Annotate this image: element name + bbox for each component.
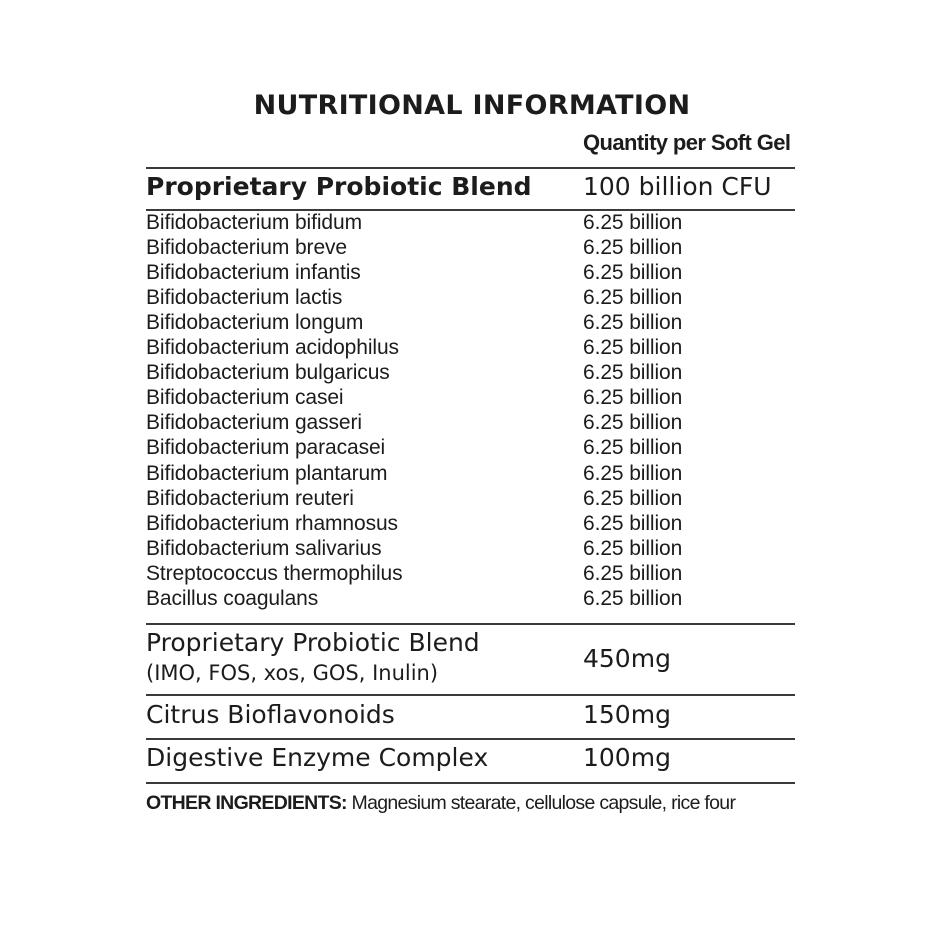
strain-name: Bifidobacterium paracasei xyxy=(146,436,386,460)
strain-amount: 6.25 billion xyxy=(583,211,683,234)
strain-name: Bifidobacterium bifidum xyxy=(146,211,362,234)
strain-amount: 6.25 billion xyxy=(583,436,683,460)
strain-name: Bifidobacterium plantarum xyxy=(146,461,388,485)
divider xyxy=(146,623,795,625)
divider xyxy=(146,738,795,740)
strain-name: Bifidobacterium lactis xyxy=(146,286,343,310)
prebiotic-amount: 450mg xyxy=(583,644,671,673)
quantity-column-header: Quantity per Soft Gel xyxy=(583,130,791,155)
other-ingredients-label: OTHER INGREDIENTS: xyxy=(146,792,347,814)
citrus-amount: 150mg xyxy=(583,700,671,729)
strain-amount: 6.25 billion xyxy=(583,261,683,285)
strain-amount: 6.25 billion xyxy=(583,561,683,585)
divider xyxy=(146,782,795,784)
citrus-name: Citrus Bioflavonoids xyxy=(146,700,395,729)
strain-name: Bifidobacterium infantis xyxy=(146,261,361,285)
prebiotic-name: Proprietary Probiotic Blend xyxy=(146,628,480,657)
strain-name: Bifidobacterium rhamnosus xyxy=(146,511,398,535)
strain-name: Bifidobacterium salivarius xyxy=(146,536,382,560)
strain-amount: 6.25 billion xyxy=(583,386,683,410)
strain-amount: 6.25 billion xyxy=(583,486,683,510)
other-ingredients xyxy=(146,792,735,815)
strain-name: Bifidobacterium gasseri xyxy=(146,411,362,435)
strain-amount: 6.25 billion xyxy=(583,586,683,610)
strain-name: Bifidobacterium acidophilus xyxy=(146,336,399,360)
strain-name: Bacillus coagulans xyxy=(146,586,319,610)
strain-amount: 6.25 billion xyxy=(583,511,683,535)
page-title: NUTRITIONAL INFORMATION xyxy=(253,90,691,121)
strain-name: Bifidobacterium breve xyxy=(146,236,347,260)
strain-amount: 6.25 billion xyxy=(583,361,683,385)
strain-name: Bifidobacterium casei xyxy=(146,386,344,410)
strain-name: Streptococcus thermophilus xyxy=(146,561,403,585)
strain-amount: 6.25 billion xyxy=(583,461,683,485)
strain-amount: 6.25 billion xyxy=(583,336,683,360)
strain-amount: 6.25 billion xyxy=(583,286,683,310)
strain-amount: 6.25 billion xyxy=(583,411,683,435)
blend-name: Proprietary Probiotic Blend xyxy=(146,172,532,201)
divider xyxy=(146,694,795,696)
enzyme-name: Digestive Enzyme Complex xyxy=(146,743,489,772)
strain-name: Bifidobacterium longum xyxy=(146,311,364,335)
strain-amount: 6.25 billion xyxy=(583,311,683,335)
enzyme-amount: 100mg xyxy=(583,743,671,772)
prebiotic-sub: (IMO, FOS, xos, GOS, Inulin) xyxy=(146,661,439,685)
divider xyxy=(146,167,795,169)
strain-amount: 6.25 billion xyxy=(583,236,683,260)
other-ingredients-text: Magnesium stearate, cellulose capsule, rice four xyxy=(346,792,736,814)
strain-name: Bifidobacterium bulgaricus xyxy=(146,361,390,385)
strain-amount: 6.25 billion xyxy=(583,536,683,560)
blend-amount: 100 billion CFU xyxy=(583,172,772,201)
strain-name: Bifidobacterium reuteri xyxy=(146,486,354,510)
